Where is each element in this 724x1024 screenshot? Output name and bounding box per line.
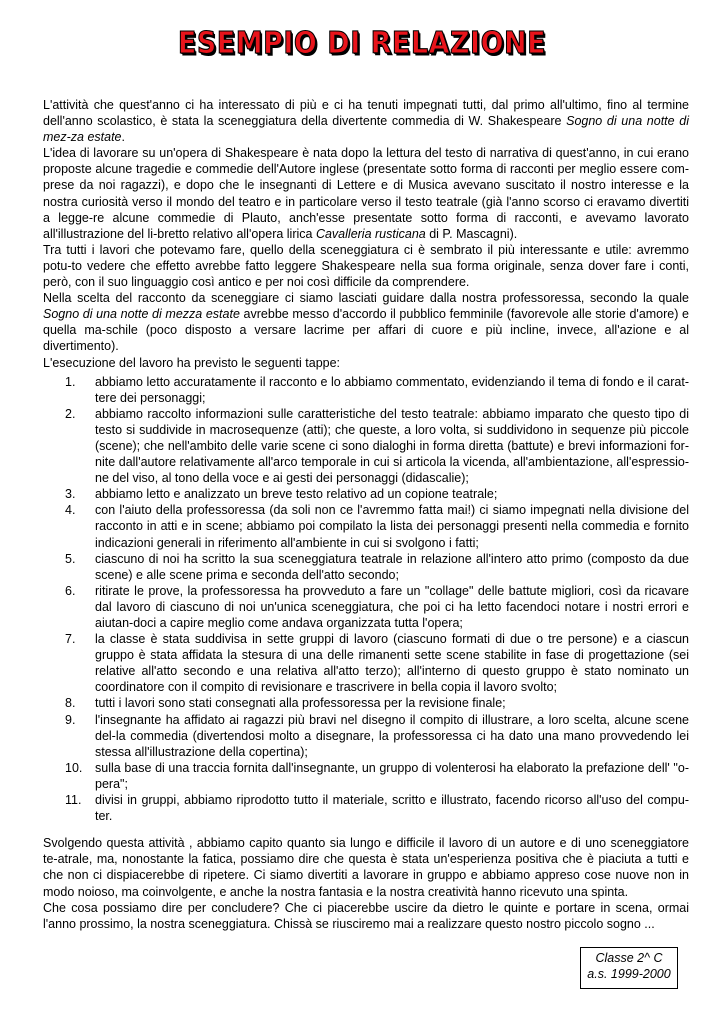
paragraph-selection: Nella scelta del racconto da sceneggiare ci siamo lasciati guidare dalla nostra professoressa, secondo la quale Sogno di una notte di mezza estate avrebbe messo d'accordo il pubblico femminile (favorevole alle storie d'amore) e quella ma-schile (poco disposto a versare lacrime per affari di cuore e più incline, invece, all'azione e al divertimento).	[43, 291, 689, 354]
list-item: 11. divisi in gruppi, abbiamo riprodotto tutto il materiale, scritto e illustrato, facendo ricorso all'uso del compu-ter.	[65, 793, 689, 824]
opera-title: Cavalleria rusticana	[315, 226, 426, 241]
class-signature-box	[580, 947, 678, 989]
steps-list	[43, 374, 689, 825]
list-item: 2. abbiamo raccolto informazioni sulle caratteristiche del testo teatrale: abbiamo imparato che questo tipo di testo si suddivide in macrosequenze (atti); che queste, a loro volta, si suddividono in sequenze più piccole (scene); che nell'ambito delle varie scene ci sono dialoghi in forma diretta (battute) e brevi informazioni for-nite dall'autore relativamente all'arco temporale in cui si articola la vicenda, all'ambientazione, all'espressio-ne del viso, al tono della voce e ai gesti dei personaggi (didascalie);	[65, 406, 689, 486]
play-title: Sogno di una notte di mez-za estate	[43, 114, 689, 145]
school-year-label: a.s. 1999-2000	[587, 967, 671, 981]
list-item: 8. tutti i lavori sono stati consegnati alla professoressa per la revisione finale;	[65, 696, 506, 711]
play-title: Sogno di una notte di mezza estate	[43, 307, 240, 322]
list-item: 6. ritirate le prove, la professoressa ha provveduto a fare un "collage" delle battute migliori, così da ricavare dal lavoro di ciascuno di noi un'unica sceneggiatura, che poi ci ha letto facendoci notare i nostri errori e aiutan-doci a capire meglio come andava organizzata tutta l'opera;	[65, 583, 689, 630]
class-label: Classe 2^ C	[595, 951, 663, 965]
paragraph-conclusion: Svolgendo questa attività , abbiamo capito quanto sia lungo e difficile il lavoro di un autore e di uno sceneggiatore te-atrale, ma, nonostante la fatica, possiamo dire che questa è stata un'esperienza positiva che è piaciuta a tutti e che non ci dispiacerebbe di ripetere. Ci siamo divertiti a lavorare in gruppo e abbiamo appreso cose nuove non in modo noioso, ma coinvolgente, e anche la nostra fantasia e la nostra creatività hanno ricevuto una spinta.	[43, 836, 689, 899]
list-item: 9. l'insegnante ha affidato ai ragazzi più bravi nel disegno il compito di illustrare, a loro scelta, alcune scene del-la commedia (divertendosi molto a disegnare, la professoressa ci ha dato una mano provvedendo lei stessa all'illustrazione della copertina);	[65, 712, 689, 759]
paragraph-choice: Tra tutti i lavori che potevamo fare, quello della sceneggiatura ci è sembrato il più interessante e utile: avremmo potu-to vedere che effetto avrebbe fatto leggere Shakespeare nella sua forma originale, senza dover fare i conti, però, con il suo linguaggio così antico e per noi così difficile da comprendere.	[43, 242, 689, 290]
list-item: 10. sulla base di una traccia fornita dall'insegnante, un gruppo di volenterosi ha elaborato la prefazione dell' "o-pera";	[65, 760, 689, 791]
paragraph-final: Che cosa possiamo dire per concludere? Che ci piacerebbe uscire da dietro le quinte e portare in scena, ormai l'anno prossimo, la nostra sceneggiatura. Chissà se riusciremo mai a realizzare questo nostro piccolo sogno ...	[43, 900, 689, 931]
paragraph-steps-intro: L'esecuzione del lavoro ha previsto le seguenti tappe:	[43, 355, 341, 370]
list-item: 5. ciascuno di noi ha scritto la sua sceneggiatura teatrale in relazione all'intero atto primo (composto da due scene) e alle scene prima e seconda dell'atto secondo;	[65, 551, 689, 582]
list-item: 4. con l'aiuto della professoressa (da soli non ce l'avremmo fatta mai!) ci siamo impegnati nella divisione del racconto in atti e in scene; abbiamo poi compilato la lista dei personaggi presenti nella commedia e fornito indicazioni generali in riferimento all'ambiente in cui si svolgono i fatti;	[65, 503, 689, 550]
list-item: 7. la classe è stata suddivisa in sette gruppi di lavoro (ciascuno formati di due o tre persone) e a ciascun gruppo è stata affidata la stesura di una delle rimanenti sette scene stabilite in fase di progettazione (sei relative all'atto secondo e una relativa all'atto terzo); all'interno di questo gruppo è stato nominato un coordinatore con il compito di revisionare e trascrivere in bella copia il lavoro svolto;	[65, 632, 689, 695]
paragraph-idea: L'idea di lavorare su un'opera di Shakespeare è nata dopo la lettura del testo di narrativa di quest'anno, in cui erano proposte alcune tragedie e commedie dell'Autore inglese (presentate sotto forma di racconti per meglio essere com-prese da noi ragazzi), e dopo che le insegnanti di Lettere e di Musica avevano suscitato il nostro interesse e la nostra curiosità verso il mondo del teatro e in particolare verso il testo teatrale (già l'anno scorso ci eravamo divertiti a legge-re alcune commedie di Plauto, anch'esse presentate sotto forma di racconti, e avevamo lavorato all'illustrazione del li-bretto relativo all'opera lirica Cavalleria rusticana di P. Mascagni).	[43, 146, 689, 241]
list-item: 3. abbiamo letto e analizzato un breve testo relativo ad un copione teatrale;	[65, 487, 498, 502]
paragraph-intro: L'attività che quest'anno ci ha interessato di più e ci ha tenuti impegnati tutti, dal primo all'ultimo, fino al termine dell'anno scolastico, è stata la sceneggiatura della divertente commedia di W. Shakespeare Sogno di una notte di mez-za estate.	[43, 98, 689, 145]
report-body	[43, 97, 689, 932]
document-title: ESEMPIO DI RELAZIONE	[177, 26, 547, 61]
list-item: 1. abbiamo letto accuratamente il racconto e lo abbiamo commentato, evidenziando il tema di fondo e il carat-tere dei personaggi;	[65, 374, 689, 405]
